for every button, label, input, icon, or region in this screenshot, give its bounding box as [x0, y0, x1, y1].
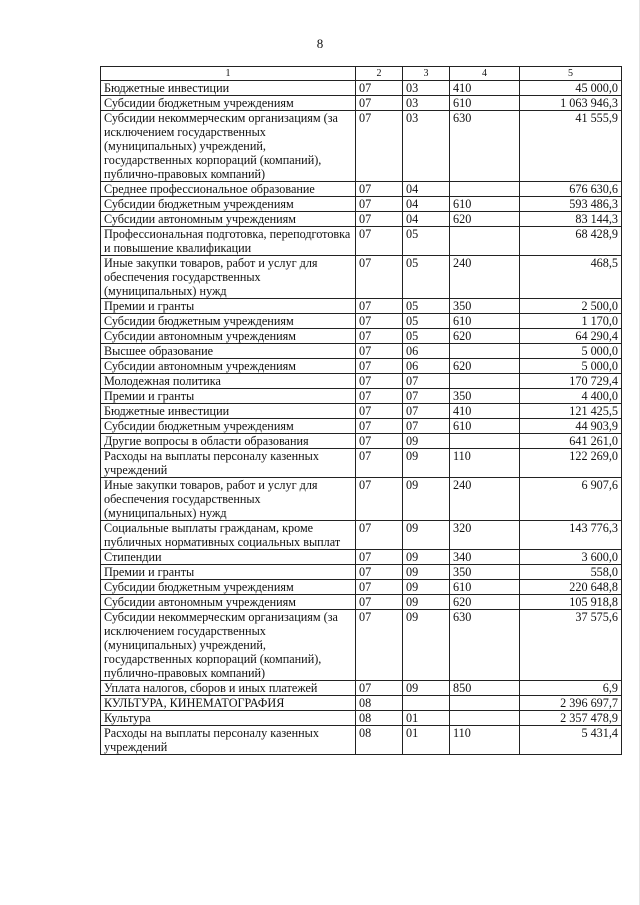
row-amount: 41 555,9 — [520, 111, 622, 182]
row-section-code: 07 — [356, 521, 403, 550]
row-name: Субсидии бюджетным учреждениям — [101, 314, 356, 329]
header-col-2: 2 — [356, 67, 403, 81]
row-section-code: 07 — [356, 256, 403, 299]
row-amount: 468,5 — [520, 256, 622, 299]
row-subsection-code: 04 — [403, 197, 450, 212]
row-expense-type-code: 350 — [450, 565, 520, 580]
row-expense-type-code: 620 — [450, 595, 520, 610]
row-subsection-code: 09 — [403, 478, 450, 521]
row-expense-type-code: 850 — [450, 681, 520, 696]
row-subsection-code: 07 — [403, 389, 450, 404]
row-amount: 44 903,9 — [520, 419, 622, 434]
row-expense-type-code: 110 — [450, 449, 520, 478]
row-name: Расходы на выплаты персоналу казенных учреждений — [101, 449, 356, 478]
row-amount: 5 000,0 — [520, 344, 622, 359]
row-name: Премии и гранты — [101, 565, 356, 580]
row-subsection-code: 01 — [403, 711, 450, 726]
row-subsection-code: 05 — [403, 227, 450, 256]
row-amount: 121 425,5 — [520, 404, 622, 419]
row-amount: 676 630,6 — [520, 182, 622, 197]
row-amount: 170 729,4 — [520, 374, 622, 389]
row-name: Субсидии бюджетным учреждениям — [101, 197, 356, 212]
row-amount: 1 170,0 — [520, 314, 622, 329]
row-subsection-code: 03 — [403, 96, 450, 111]
row-subsection-code: 07 — [403, 419, 450, 434]
table-row — [101, 212, 622, 227]
row-amount: 558,0 — [520, 565, 622, 580]
table-row — [101, 197, 622, 212]
row-expense-type-code: 610 — [450, 580, 520, 595]
row-amount: 1 063 946,3 — [520, 96, 622, 111]
row-expense-type-code: 630 — [450, 610, 520, 681]
header-col-5: 5 — [520, 67, 622, 81]
row-section-code: 07 — [356, 404, 403, 419]
row-subsection-code: 09 — [403, 580, 450, 595]
header-col-4: 4 — [450, 67, 520, 81]
row-expense-type-code: 610 — [450, 197, 520, 212]
row-subsection-code: 09 — [403, 595, 450, 610]
row-expense-type-code — [450, 434, 520, 449]
row-section-code: 07 — [356, 182, 403, 197]
row-subsection-code: 03 — [403, 81, 450, 96]
table-row — [101, 726, 622, 755]
row-expense-type-code — [450, 344, 520, 359]
row-expense-type-code: 410 — [450, 81, 520, 96]
header-col-1: 1 — [101, 67, 356, 81]
row-name: Субсидии бюджетным учреждениям — [101, 580, 356, 595]
row-section-code: 07 — [356, 299, 403, 314]
row-name: Культура — [101, 711, 356, 726]
row-section-code: 07 — [356, 389, 403, 404]
table-row — [101, 565, 622, 580]
row-subsection-code: 04 — [403, 212, 450, 227]
row-section-code: 07 — [356, 344, 403, 359]
table-row — [101, 81, 622, 96]
row-name: Другие вопросы в области образования — [101, 434, 356, 449]
row-section-code: 07 — [356, 419, 403, 434]
row-name: Социальные выплаты гражданам, кроме публичных нормативных социальных выплат — [101, 521, 356, 550]
row-name: Премии и гранты — [101, 299, 356, 314]
budget-table — [100, 66, 622, 755]
row-expense-type-code: 410 — [450, 404, 520, 419]
row-name: Расходы на выплаты персоналу казенных учреждений — [101, 726, 356, 755]
row-section-code: 07 — [356, 595, 403, 610]
row-name: Субсидии автономным учреждениям — [101, 595, 356, 610]
table-row — [101, 521, 622, 550]
row-amount: 45 000,0 — [520, 81, 622, 96]
row-section-code: 08 — [356, 726, 403, 755]
row-expense-type-code: 350 — [450, 389, 520, 404]
table-row — [101, 711, 622, 726]
row-amount: 4 400,0 — [520, 389, 622, 404]
row-section-code: 07 — [356, 96, 403, 111]
table-row — [101, 419, 622, 434]
row-section-code: 07 — [356, 111, 403, 182]
row-name: Стипендии — [101, 550, 356, 565]
row-name: Бюджетные инвестиции — [101, 404, 356, 419]
table-row — [101, 96, 622, 111]
table-row — [101, 359, 622, 374]
row-expense-type-code: 110 — [450, 726, 520, 755]
row-amount: 5 431,4 — [520, 726, 622, 755]
row-name: Премии и гранты — [101, 389, 356, 404]
row-name: Субсидии бюджетным учреждениям — [101, 96, 356, 111]
table-row — [101, 314, 622, 329]
row-section-code: 07 — [356, 212, 403, 227]
row-section-code: 07 — [356, 681, 403, 696]
row-amount: 5 000,0 — [520, 359, 622, 374]
row-expense-type-code — [450, 711, 520, 726]
row-name: Среднее профессиональное образование — [101, 182, 356, 197]
row-expense-type-code — [450, 696, 520, 711]
table-row — [101, 434, 622, 449]
table-row — [101, 182, 622, 197]
row-section-code: 07 — [356, 478, 403, 521]
row-section-code: 07 — [356, 329, 403, 344]
table-row — [101, 550, 622, 565]
row-amount: 3 600,0 — [520, 550, 622, 565]
header-col-3: 3 — [403, 67, 450, 81]
row-section-code: 08 — [356, 711, 403, 726]
row-expense-type-code: 610 — [450, 96, 520, 111]
row-subsection-code: 05 — [403, 314, 450, 329]
row-name: КУЛЬТУРА, КИНЕМАТОГРАФИЯ — [101, 696, 356, 711]
row-name: Высшее образование — [101, 344, 356, 359]
row-subsection-code: 04 — [403, 182, 450, 197]
row-name: Субсидии бюджетным учреждениям — [101, 419, 356, 434]
row-subsection-code: 07 — [403, 374, 450, 389]
row-section-code: 07 — [356, 565, 403, 580]
row-expense-type-code — [450, 227, 520, 256]
table-row — [101, 111, 622, 182]
row-subsection-code: 06 — [403, 344, 450, 359]
table-row — [101, 580, 622, 595]
row-name: Иные закупки товаров, работ и услуг для обеспечения государственных (муниципальных) нужд — [101, 478, 356, 521]
row-expense-type-code: 620 — [450, 329, 520, 344]
row-amount: 641 261,0 — [520, 434, 622, 449]
row-section-code: 07 — [356, 610, 403, 681]
table-row — [101, 374, 622, 389]
table-row — [101, 344, 622, 359]
row-section-code: 07 — [356, 434, 403, 449]
row-subsection-code: 09 — [403, 610, 450, 681]
row-expense-type-code: 340 — [450, 550, 520, 565]
row-section-code: 07 — [356, 359, 403, 374]
row-section-code: 07 — [356, 314, 403, 329]
row-subsection-code: 05 — [403, 256, 450, 299]
row-subsection-code: 09 — [403, 565, 450, 580]
row-expense-type-code: 610 — [450, 314, 520, 329]
row-amount: 2 396 697,7 — [520, 696, 622, 711]
row-name: Субсидии некоммерческим организациям (за исключением государственных (муниципальных) учреждений, государственных корпораций (компаний), публично-правовых компаний) — [101, 111, 356, 182]
row-expense-type-code — [450, 374, 520, 389]
row-name: Субсидии автономным учреждениям — [101, 212, 356, 227]
row-name: Субсидии некоммерческим организациям (за исключением государственных (муниципальных) учреждений, государственных корпораций (компаний), публично-правовых компаний) — [101, 610, 356, 681]
row-name: Субсидии автономным учреждениям — [101, 329, 356, 344]
row-subsection-code — [403, 696, 450, 711]
table-row — [101, 227, 622, 256]
row-amount: 64 290,4 — [520, 329, 622, 344]
row-expense-type-code: 620 — [450, 359, 520, 374]
row-name: Субсидии автономным учреждениям — [101, 359, 356, 374]
row-name: Бюджетные инвестиции — [101, 81, 356, 96]
row-amount: 2 357 478,9 — [520, 711, 622, 726]
row-section-code: 08 — [356, 696, 403, 711]
table-row — [101, 595, 622, 610]
table-row — [101, 681, 622, 696]
row-subsection-code: 09 — [403, 521, 450, 550]
row-amount: 122 269,0 — [520, 449, 622, 478]
table-row — [101, 389, 622, 404]
row-subsection-code: 09 — [403, 434, 450, 449]
row-section-code: 07 — [356, 449, 403, 478]
row-subsection-code: 01 — [403, 726, 450, 755]
table-body — [101, 81, 622, 755]
row-amount: 6 907,6 — [520, 478, 622, 521]
row-section-code: 07 — [356, 197, 403, 212]
row-expense-type-code: 630 — [450, 111, 520, 182]
row-expense-type-code — [450, 182, 520, 197]
table-row — [101, 449, 622, 478]
row-name: Иные закупки товаров, работ и услуг для обеспечения государственных (муниципальных) нужд — [101, 256, 356, 299]
table-row — [101, 299, 622, 314]
row-section-code: 07 — [356, 580, 403, 595]
row-name: Молодежная политика — [101, 374, 356, 389]
row-expense-type-code: 240 — [450, 478, 520, 521]
row-name: Профессиональная подготовка, переподготовка и повышение квалификации — [101, 227, 356, 256]
row-subsection-code: 09 — [403, 449, 450, 478]
table-row — [101, 478, 622, 521]
table-row — [101, 610, 622, 681]
row-section-code: 07 — [356, 374, 403, 389]
row-section-code: 07 — [356, 550, 403, 565]
row-subsection-code: 06 — [403, 359, 450, 374]
header-row — [101, 67, 622, 81]
row-amount: 2 500,0 — [520, 299, 622, 314]
row-subsection-code: 03 — [403, 111, 450, 182]
row-amount: 220 648,8 — [520, 580, 622, 595]
row-expense-type-code: 350 — [450, 299, 520, 314]
row-expense-type-code: 620 — [450, 212, 520, 227]
row-subsection-code: 09 — [403, 681, 450, 696]
row-subsection-code: 05 — [403, 329, 450, 344]
row-expense-type-code: 610 — [450, 419, 520, 434]
row-name: Уплата налогов, сборов и иных платежей — [101, 681, 356, 696]
row-subsection-code: 09 — [403, 550, 450, 565]
row-expense-type-code: 320 — [450, 521, 520, 550]
row-subsection-code: 05 — [403, 299, 450, 314]
row-amount: 37 575,6 — [520, 610, 622, 681]
row-expense-type-code: 240 — [450, 256, 520, 299]
row-amount: 68 428,9 — [520, 227, 622, 256]
row-amount: 593 486,3 — [520, 197, 622, 212]
table-row — [101, 329, 622, 344]
table-row — [101, 404, 622, 419]
row-subsection-code: 07 — [403, 404, 450, 419]
row-amount: 105 918,8 — [520, 595, 622, 610]
page-number: 8 — [316, 36, 324, 51]
table-row — [101, 696, 622, 711]
row-amount: 143 776,3 — [520, 521, 622, 550]
row-amount: 6,9 — [520, 681, 622, 696]
row-section-code: 07 — [356, 81, 403, 96]
row-amount: 83 144,3 — [520, 212, 622, 227]
row-section-code: 07 — [356, 227, 403, 256]
table-row — [101, 256, 622, 299]
